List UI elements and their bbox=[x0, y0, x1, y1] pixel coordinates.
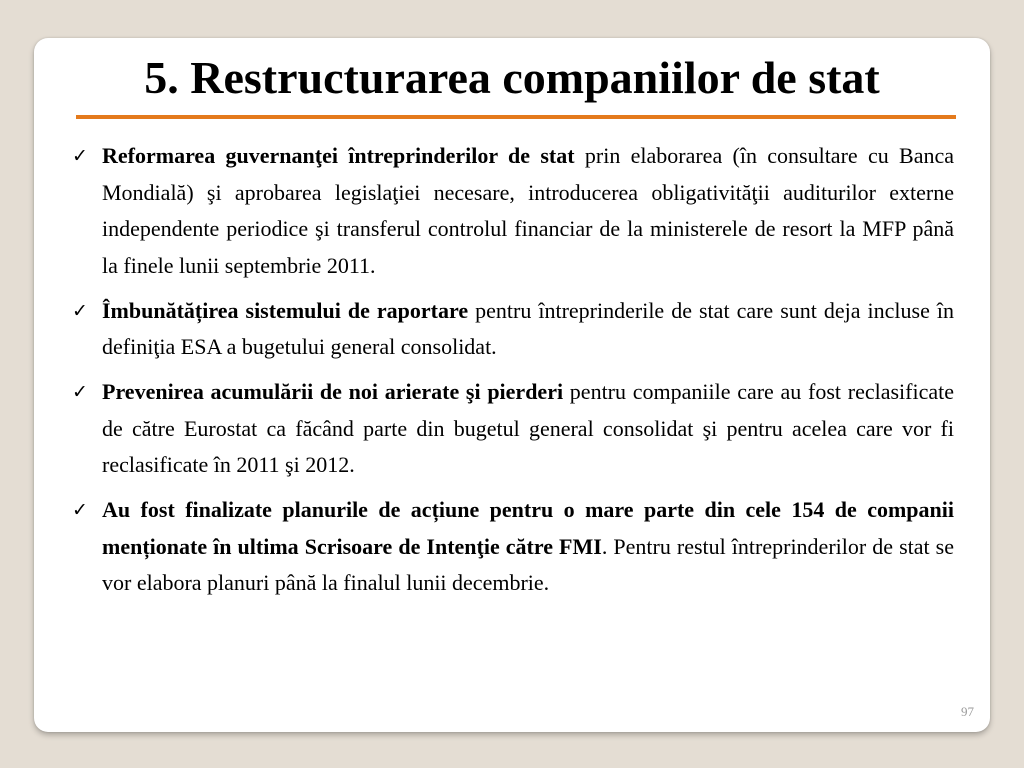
bullet-bold-text: Prevenirea acumulării de noi arierate şi pierderi bbox=[102, 379, 564, 404]
title-divider bbox=[76, 115, 956, 119]
check-icon: ✓ bbox=[72, 299, 88, 322]
bullet-item bbox=[72, 293, 954, 366]
bullet-item bbox=[72, 374, 954, 484]
bullet-text: . Pentru restul întreprinderilor de stat se vor elabora planuri până la finalul lunii decembrie. bbox=[102, 533, 955, 595]
bullet-item bbox=[72, 138, 954, 284]
slide bbox=[34, 38, 990, 732]
bullet-list bbox=[72, 138, 954, 610]
check-icon: ✓ bbox=[72, 499, 88, 521]
slide-title: 5. Restructurarea companiilor de stat bbox=[144, 52, 880, 103]
check-icon: ✓ bbox=[72, 381, 88, 403]
bullet-bold-text: Reformarea guvernanţei întreprinderilor de stat bbox=[102, 143, 575, 168]
check-icon: ✓ bbox=[72, 145, 88, 167]
bullet-bold-text: Au fost finalizate planurile de acțiune pentru o mare parte din cele 154 de companii menționate în ultima Scrisoare de Intenţie către FMI bbox=[102, 497, 954, 559]
bullet-item bbox=[72, 492, 954, 602]
page-number: 97 bbox=[961, 704, 974, 719]
bullet-text: pentru companiile care au fost reclasificate de către Eurostat ca făcând parte din bugetul general consolidat şi pentru acelea care vor fi reclasificate în 2011 şi 2012. bbox=[102, 379, 954, 477]
bullet-text: prin elaborarea (în consultare cu Banca Mondială) şi aprobarea legislaţiei necesare, introducerea obligativităţii auditurilor externe independente periodice şi transferul controlul financiar de la ministerele de resort la MFP până la finele lunii septembrie 2011. bbox=[102, 143, 954, 278]
bullet-text: pentru întreprinderile de stat care sunt deja incluse în definiţia ESA a bugetului general consolidat. bbox=[102, 297, 955, 359]
bullet-bold-text: Îmbunătățirea sistemului de raportare bbox=[102, 297, 469, 323]
